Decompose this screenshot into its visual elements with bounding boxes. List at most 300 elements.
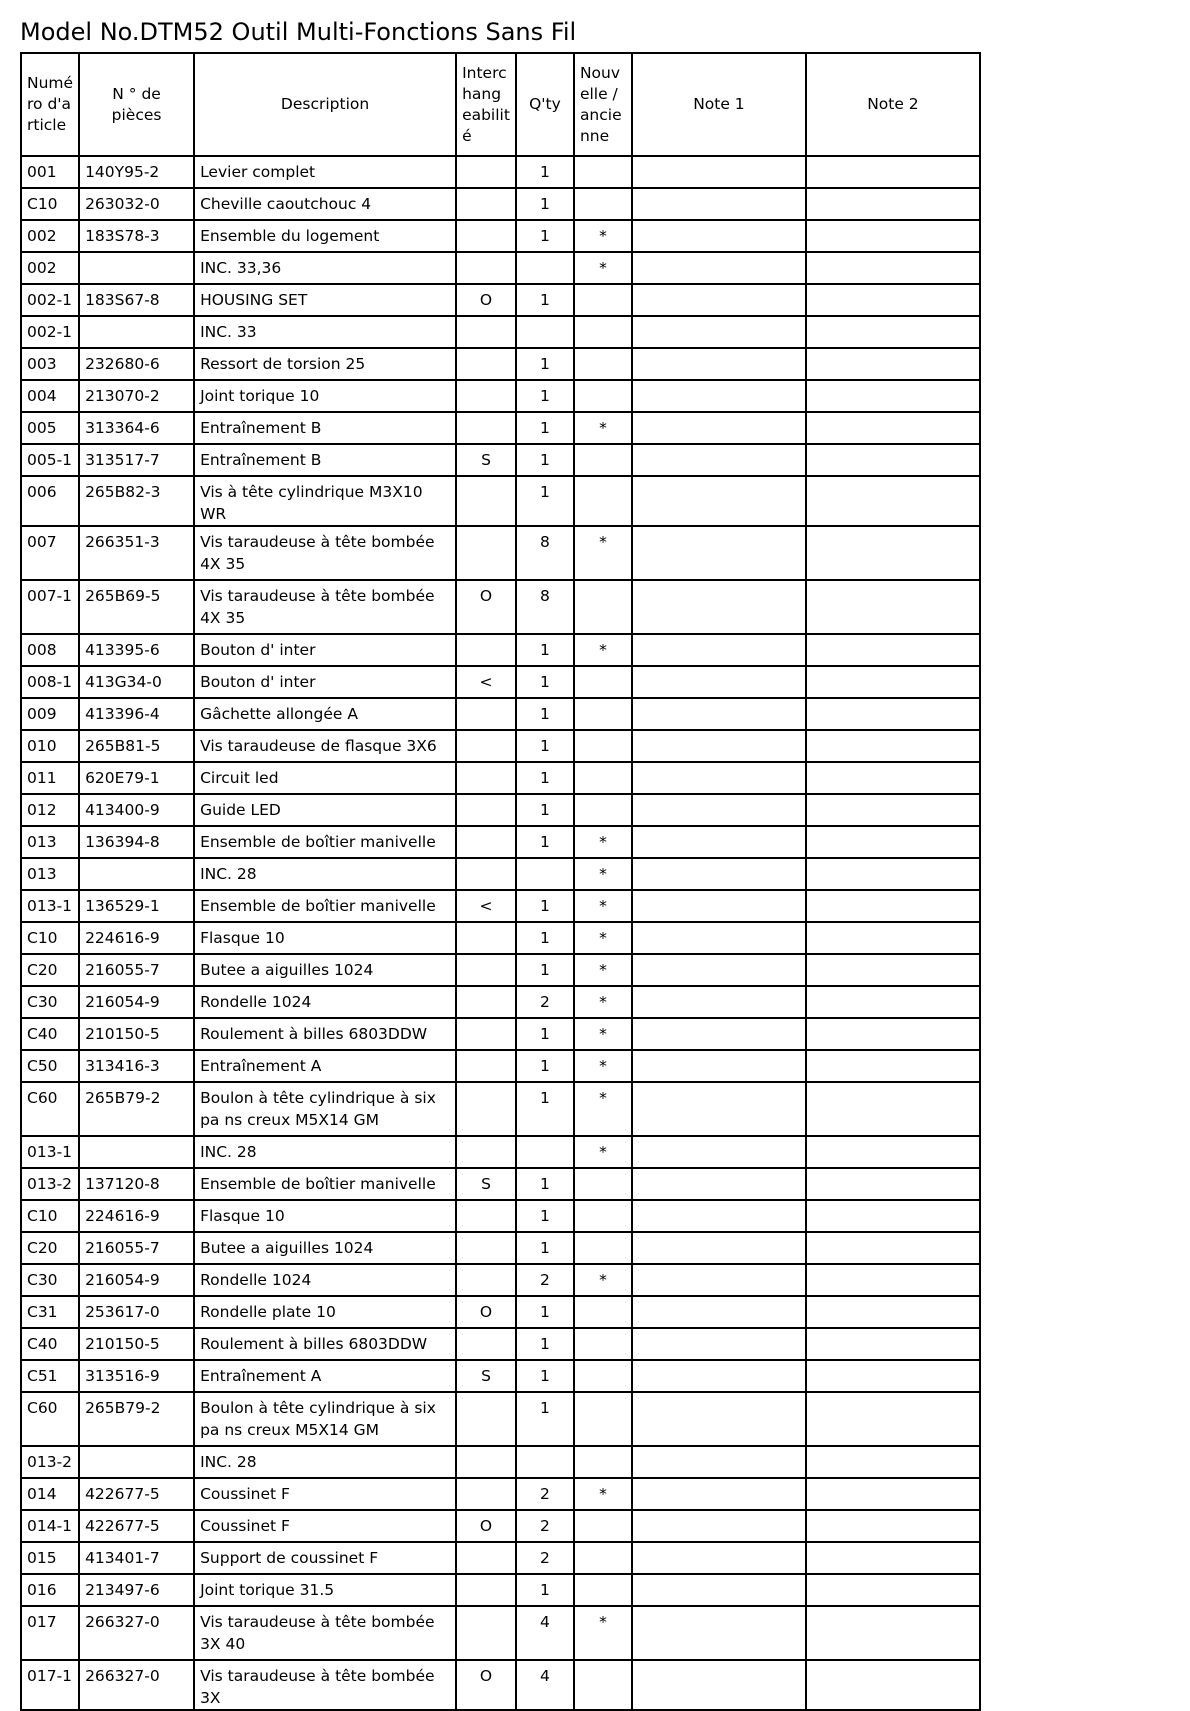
table-row bbox=[21, 890, 980, 922]
cell-part-no: 413400-9 bbox=[79, 794, 194, 826]
cell-qty bbox=[516, 316, 574, 348]
cell-description: Coussinet F bbox=[194, 1510, 456, 1542]
cell-interchangeability bbox=[456, 476, 516, 526]
cell-new-old: * bbox=[574, 986, 632, 1018]
cell-part-no: 413396-4 bbox=[79, 698, 194, 730]
cell-note2 bbox=[806, 794, 980, 826]
cell-note1 bbox=[632, 1542, 806, 1574]
cell-note1 bbox=[632, 1232, 806, 1264]
cell-description: Vis taraudeuse à tête bombée 4X 35 bbox=[194, 580, 456, 634]
cell-description: Vis taraudeuse de flasque 3X6 bbox=[194, 730, 456, 762]
cell-note1 bbox=[632, 1168, 806, 1200]
table-row bbox=[21, 1606, 980, 1660]
cell-description: Rondelle 1024 bbox=[194, 986, 456, 1018]
cell-note2 bbox=[806, 1136, 980, 1168]
cell-part-no bbox=[79, 1136, 194, 1168]
cell-item-no: 013 bbox=[21, 858, 79, 890]
cell-interchangeability bbox=[456, 1200, 516, 1232]
cell-note2 bbox=[806, 826, 980, 858]
cell-note1 bbox=[632, 188, 806, 220]
header-description: Description bbox=[194, 53, 456, 156]
cell-description: Roulement à billes 6803DDW bbox=[194, 1018, 456, 1050]
table-row bbox=[21, 1136, 980, 1168]
cell-new-old bbox=[574, 1542, 632, 1574]
cell-description: Entraînement A bbox=[194, 1360, 456, 1392]
cell-new-old bbox=[574, 1328, 632, 1360]
cell-interchangeability bbox=[456, 1446, 516, 1478]
cell-note2 bbox=[806, 1660, 980, 1710]
cell-part-no: 422677-5 bbox=[79, 1478, 194, 1510]
cell-description: Levier complet bbox=[194, 156, 456, 188]
parts-table bbox=[20, 52, 981, 1711]
cell-note1 bbox=[632, 1082, 806, 1136]
cell-qty: 8 bbox=[516, 526, 574, 580]
cell-part-no: 265B69-5 bbox=[79, 580, 194, 634]
cell-note2 bbox=[806, 1296, 980, 1328]
cell-interchangeability bbox=[456, 1606, 516, 1660]
cell-new-old bbox=[574, 380, 632, 412]
cell-interchangeability bbox=[456, 526, 516, 580]
cell-part-no: 136394-8 bbox=[79, 826, 194, 858]
table-row bbox=[21, 380, 980, 412]
cell-note1 bbox=[632, 412, 806, 444]
cell-new-old: * bbox=[574, 526, 632, 580]
cell-new-old bbox=[574, 580, 632, 634]
cell-new-old bbox=[574, 762, 632, 794]
cell-part-no: 232680-6 bbox=[79, 348, 194, 380]
cell-interchangeability bbox=[456, 1542, 516, 1574]
cell-new-old bbox=[574, 1296, 632, 1328]
header-interchangeability: Interc hang eabilit é bbox=[456, 53, 516, 156]
cell-note1 bbox=[632, 220, 806, 252]
cell-description: Boulon à tête cylindrique à six pa ns creux M5X14 GM bbox=[194, 1392, 456, 1446]
cell-note1 bbox=[632, 858, 806, 890]
cell-item-no: 017-1 bbox=[21, 1660, 79, 1710]
cell-new-old bbox=[574, 1574, 632, 1606]
table-row bbox=[21, 220, 980, 252]
cell-interchangeability: O bbox=[456, 1296, 516, 1328]
cell-part-no: 266327-0 bbox=[79, 1606, 194, 1660]
cell-interchangeability bbox=[456, 698, 516, 730]
cell-note2 bbox=[806, 1232, 980, 1264]
cell-qty bbox=[516, 858, 574, 890]
cell-description: Vis à tête cylindrique M3X10 WR bbox=[194, 476, 456, 526]
cell-interchangeability bbox=[456, 1478, 516, 1510]
cell-note1 bbox=[632, 252, 806, 284]
table-row bbox=[21, 1478, 980, 1510]
cell-note1 bbox=[632, 1606, 806, 1660]
cell-description: Butee a aiguilles 1024 bbox=[194, 954, 456, 986]
cell-note2 bbox=[806, 526, 980, 580]
table-row bbox=[21, 826, 980, 858]
cell-description: INC. 28 bbox=[194, 858, 456, 890]
cell-description: Flasque 10 bbox=[194, 922, 456, 954]
cell-interchangeability bbox=[456, 252, 516, 284]
cell-item-no: 013-1 bbox=[21, 890, 79, 922]
cell-new-old: * bbox=[574, 1606, 632, 1660]
cell-note2 bbox=[806, 252, 980, 284]
cell-new-old: * bbox=[574, 858, 632, 890]
table-row bbox=[21, 794, 980, 826]
cell-note1 bbox=[632, 698, 806, 730]
cell-note1 bbox=[632, 284, 806, 316]
cell-note2 bbox=[806, 284, 980, 316]
cell-interchangeability bbox=[456, 1574, 516, 1606]
cell-note1 bbox=[632, 1360, 806, 1392]
cell-item-no: 010 bbox=[21, 730, 79, 762]
cell-interchangeability bbox=[456, 730, 516, 762]
cell-item-no: 013-2 bbox=[21, 1446, 79, 1478]
table-row bbox=[21, 1542, 980, 1574]
cell-new-old bbox=[574, 794, 632, 826]
cell-note1 bbox=[632, 580, 806, 634]
cell-interchangeability bbox=[456, 762, 516, 794]
table-row bbox=[21, 1574, 980, 1606]
table-row bbox=[21, 1050, 980, 1082]
cell-qty: 1 bbox=[516, 1200, 574, 1232]
cell-part-no: 183S78-3 bbox=[79, 220, 194, 252]
cell-note1 bbox=[632, 1264, 806, 1296]
cell-qty: 2 bbox=[516, 986, 574, 1018]
table-row bbox=[21, 252, 980, 284]
cell-interchangeability: O bbox=[456, 1510, 516, 1542]
cell-interchangeability bbox=[456, 634, 516, 666]
table-row bbox=[21, 986, 980, 1018]
cell-interchangeability bbox=[456, 316, 516, 348]
table-row bbox=[21, 1264, 980, 1296]
cell-qty: 1 bbox=[516, 444, 574, 476]
cell-note2 bbox=[806, 1168, 980, 1200]
cell-note1 bbox=[632, 1660, 806, 1710]
header-note1: Note 1 bbox=[632, 53, 806, 156]
cell-note1 bbox=[632, 666, 806, 698]
cell-interchangeability bbox=[456, 794, 516, 826]
cell-note2 bbox=[806, 1200, 980, 1232]
cell-item-no: 001 bbox=[21, 156, 79, 188]
cell-part-no: 313517-7 bbox=[79, 444, 194, 476]
cell-new-old bbox=[574, 156, 632, 188]
cell-qty: 1 bbox=[516, 1232, 574, 1264]
cell-note1 bbox=[632, 1200, 806, 1232]
cell-interchangeability bbox=[456, 1136, 516, 1168]
table-row bbox=[21, 762, 980, 794]
cell-interchangeability: < bbox=[456, 890, 516, 922]
cell-item-no: C30 bbox=[21, 1264, 79, 1296]
cell-item-no: 002-1 bbox=[21, 284, 79, 316]
cell-part-no: 265B82-3 bbox=[79, 476, 194, 526]
cell-part-no: 266327-0 bbox=[79, 1660, 194, 1710]
cell-new-old bbox=[574, 730, 632, 762]
cell-qty: 1 bbox=[516, 794, 574, 826]
header-note2: Note 2 bbox=[806, 53, 980, 156]
cell-description: INC. 28 bbox=[194, 1446, 456, 1478]
table-row bbox=[21, 1232, 980, 1264]
cell-note2 bbox=[806, 220, 980, 252]
header-part-no: N ° de pièces bbox=[79, 53, 194, 156]
cell-item-no: C60 bbox=[21, 1392, 79, 1446]
cell-qty: 1 bbox=[516, 634, 574, 666]
table-row bbox=[21, 698, 980, 730]
table-row bbox=[21, 1446, 980, 1478]
cell-part-no: 136529-1 bbox=[79, 890, 194, 922]
cell-note1 bbox=[632, 476, 806, 526]
cell-part-no: 313516-9 bbox=[79, 1360, 194, 1392]
cell-description: Rondelle 1024 bbox=[194, 1264, 456, 1296]
cell-item-no: 007 bbox=[21, 526, 79, 580]
cell-qty: 1 bbox=[516, 1360, 574, 1392]
cell-interchangeability bbox=[456, 1018, 516, 1050]
cell-interchangeability bbox=[456, 1082, 516, 1136]
cell-qty: 2 bbox=[516, 1542, 574, 1574]
cell-qty: 1 bbox=[516, 762, 574, 794]
cell-new-old bbox=[574, 316, 632, 348]
cell-note2 bbox=[806, 1018, 980, 1050]
cell-description: Ressort de torsion 25 bbox=[194, 348, 456, 380]
cell-qty: 1 bbox=[516, 188, 574, 220]
cell-qty: 2 bbox=[516, 1510, 574, 1542]
cell-note1 bbox=[632, 1510, 806, 1542]
cell-item-no: 006 bbox=[21, 476, 79, 526]
table-row bbox=[21, 1168, 980, 1200]
cell-part-no: 216055-7 bbox=[79, 954, 194, 986]
cell-note1 bbox=[632, 762, 806, 794]
cell-new-old bbox=[574, 348, 632, 380]
cell-new-old bbox=[574, 284, 632, 316]
cell-new-old bbox=[574, 1446, 632, 1478]
cell-qty bbox=[516, 252, 574, 284]
cell-new-old: * bbox=[574, 1082, 632, 1136]
cell-note2 bbox=[806, 954, 980, 986]
cell-interchangeability: O bbox=[456, 580, 516, 634]
cell-note2 bbox=[806, 858, 980, 890]
cell-qty: 1 bbox=[516, 666, 574, 698]
cell-description: Vis taraudeuse à tête bombée 3X bbox=[194, 1660, 456, 1710]
cell-item-no: 014 bbox=[21, 1478, 79, 1510]
cell-item-no: 012 bbox=[21, 794, 79, 826]
table-row bbox=[21, 954, 980, 986]
cell-interchangeability bbox=[456, 380, 516, 412]
table-row bbox=[21, 526, 980, 580]
table-row bbox=[21, 922, 980, 954]
cell-note1 bbox=[632, 444, 806, 476]
cell-new-old bbox=[574, 666, 632, 698]
cell-qty: 1 bbox=[516, 698, 574, 730]
cell-qty: 8 bbox=[516, 580, 574, 634]
table-row bbox=[21, 580, 980, 634]
cell-qty: 2 bbox=[516, 1264, 574, 1296]
cell-item-no: C50 bbox=[21, 1050, 79, 1082]
cell-note2 bbox=[806, 476, 980, 526]
cell-qty: 4 bbox=[516, 1660, 574, 1710]
cell-description: Ensemble de boîtier manivelle bbox=[194, 826, 456, 858]
table-row bbox=[21, 1018, 980, 1050]
cell-description: Ensemble de boîtier manivelle bbox=[194, 890, 456, 922]
cell-new-old: * bbox=[574, 890, 632, 922]
cell-description: Roulement à billes 6803DDW bbox=[194, 1328, 456, 1360]
cell-item-no: 005-1 bbox=[21, 444, 79, 476]
cell-qty: 2 bbox=[516, 1478, 574, 1510]
cell-new-old: * bbox=[574, 1050, 632, 1082]
cell-note1 bbox=[632, 1018, 806, 1050]
table-row bbox=[21, 858, 980, 890]
table-row bbox=[21, 412, 980, 444]
cell-item-no: 002 bbox=[21, 252, 79, 284]
table-row bbox=[21, 316, 980, 348]
cell-note2 bbox=[806, 444, 980, 476]
cell-description: Vis taraudeuse à tête bombée 4X 35 bbox=[194, 526, 456, 580]
cell-part-no: 266351-3 bbox=[79, 526, 194, 580]
cell-note1 bbox=[632, 1392, 806, 1446]
cell-note1 bbox=[632, 380, 806, 412]
cell-description: Coussinet F bbox=[194, 1478, 456, 1510]
cell-note2 bbox=[806, 1510, 980, 1542]
cell-interchangeability bbox=[456, 1050, 516, 1082]
cell-note2 bbox=[806, 1542, 980, 1574]
cell-new-old: * bbox=[574, 412, 632, 444]
table-row bbox=[21, 444, 980, 476]
cell-description: Cheville caoutchouc 4 bbox=[194, 188, 456, 220]
table-row bbox=[21, 1510, 980, 1542]
cell-new-old bbox=[574, 1660, 632, 1710]
cell-item-no: C31 bbox=[21, 1296, 79, 1328]
cell-description: INC. 28 bbox=[194, 1136, 456, 1168]
cell-interchangeability bbox=[456, 188, 516, 220]
cell-qty: 1 bbox=[516, 156, 574, 188]
cell-note1 bbox=[632, 316, 806, 348]
table-row bbox=[21, 156, 980, 188]
cell-new-old: * bbox=[574, 1136, 632, 1168]
cell-part-no: 265B81-5 bbox=[79, 730, 194, 762]
cell-item-no: C10 bbox=[21, 1200, 79, 1232]
cell-interchangeability: O bbox=[456, 1660, 516, 1710]
cell-note1 bbox=[632, 794, 806, 826]
table-row bbox=[21, 284, 980, 316]
cell-description: Vis taraudeuse à tête bombée 3X 40 bbox=[194, 1606, 456, 1660]
table-row bbox=[21, 1296, 980, 1328]
cell-new-old: * bbox=[574, 954, 632, 986]
cell-note2 bbox=[806, 156, 980, 188]
cell-part-no: 216055-7 bbox=[79, 1232, 194, 1264]
cell-new-old: * bbox=[574, 634, 632, 666]
header-new-old: Nouv elle / ancie nne bbox=[574, 53, 632, 156]
table-row bbox=[21, 348, 980, 380]
cell-interchangeability: O bbox=[456, 284, 516, 316]
cell-note1 bbox=[632, 1574, 806, 1606]
cell-part-no: 216054-9 bbox=[79, 1264, 194, 1296]
cell-item-no: 004 bbox=[21, 380, 79, 412]
table-row bbox=[21, 1328, 980, 1360]
cell-interchangeability: S bbox=[456, 1360, 516, 1392]
cell-new-old: * bbox=[574, 826, 632, 858]
cell-note1 bbox=[632, 1328, 806, 1360]
cell-interchangeability bbox=[456, 954, 516, 986]
cell-description: HOUSING SET bbox=[194, 284, 456, 316]
cell-interchangeability bbox=[456, 858, 516, 890]
cell-interchangeability bbox=[456, 348, 516, 380]
cell-note2 bbox=[806, 1082, 980, 1136]
cell-new-old: * bbox=[574, 922, 632, 954]
cell-note2 bbox=[806, 1264, 980, 1296]
header-row bbox=[21, 53, 980, 156]
cell-note1 bbox=[632, 156, 806, 188]
cell-qty: 1 bbox=[516, 1574, 574, 1606]
cell-qty bbox=[516, 1136, 574, 1168]
cell-note1 bbox=[632, 1136, 806, 1168]
cell-item-no: C10 bbox=[21, 188, 79, 220]
cell-note1 bbox=[632, 1478, 806, 1510]
cell-description: Boulon à tête cylindrique à six pa ns creux M5X14 GM bbox=[194, 1082, 456, 1136]
cell-part-no: 140Y95-2 bbox=[79, 156, 194, 188]
cell-item-no: 007-1 bbox=[21, 580, 79, 634]
cell-description: Gâchette allongée A bbox=[194, 698, 456, 730]
cell-note2 bbox=[806, 348, 980, 380]
cell-interchangeability bbox=[456, 1392, 516, 1446]
cell-description: Support de coussinet F bbox=[194, 1542, 456, 1574]
cell-interchangeability: S bbox=[456, 444, 516, 476]
cell-note1 bbox=[632, 1296, 806, 1328]
cell-description: Guide LED bbox=[194, 794, 456, 826]
cell-qty: 1 bbox=[516, 1328, 574, 1360]
cell-note1 bbox=[632, 826, 806, 858]
cell-note2 bbox=[806, 1360, 980, 1392]
cell-note2 bbox=[806, 666, 980, 698]
cell-qty: 1 bbox=[516, 922, 574, 954]
cell-note2 bbox=[806, 1050, 980, 1082]
table-row bbox=[21, 1082, 980, 1136]
cell-description: Joint torique 31.5 bbox=[194, 1574, 456, 1606]
cell-note1 bbox=[632, 890, 806, 922]
cell-item-no: C40 bbox=[21, 1018, 79, 1050]
cell-note2 bbox=[806, 1392, 980, 1446]
cell-new-old bbox=[574, 188, 632, 220]
cell-item-no: C40 bbox=[21, 1328, 79, 1360]
cell-item-no: 003 bbox=[21, 348, 79, 380]
cell-description: Entraînement B bbox=[194, 444, 456, 476]
cell-new-old bbox=[574, 1392, 632, 1446]
cell-part-no: 213497-6 bbox=[79, 1574, 194, 1606]
cell-qty: 1 bbox=[516, 380, 574, 412]
cell-part-no bbox=[79, 252, 194, 284]
cell-part-no: 413G34-0 bbox=[79, 666, 194, 698]
cell-note1 bbox=[632, 954, 806, 986]
cell-note2 bbox=[806, 986, 980, 1018]
cell-part-no: 213070-2 bbox=[79, 380, 194, 412]
cell-interchangeability bbox=[456, 1328, 516, 1360]
table-row bbox=[21, 1660, 980, 1710]
cell-qty: 1 bbox=[516, 412, 574, 444]
cell-item-no: 013-1 bbox=[21, 1136, 79, 1168]
cell-part-no: 183S67-8 bbox=[79, 284, 194, 316]
cell-part-no: 210150-5 bbox=[79, 1018, 194, 1050]
table-row bbox=[21, 188, 980, 220]
cell-part-no bbox=[79, 858, 194, 890]
cell-item-no: 009 bbox=[21, 698, 79, 730]
table-row bbox=[21, 476, 980, 526]
cell-qty: 1 bbox=[516, 220, 574, 252]
cell-description: INC. 33,36 bbox=[194, 252, 456, 284]
cell-qty: 1 bbox=[516, 1392, 574, 1446]
table-row bbox=[21, 1392, 980, 1446]
cell-note1 bbox=[632, 526, 806, 580]
cell-note2 bbox=[806, 412, 980, 444]
cell-note2 bbox=[806, 1478, 980, 1510]
cell-description: Bouton d' inter bbox=[194, 634, 456, 666]
cell-item-no: 011 bbox=[21, 762, 79, 794]
table-row bbox=[21, 1200, 980, 1232]
cell-part-no: 137120-8 bbox=[79, 1168, 194, 1200]
cell-qty: 1 bbox=[516, 284, 574, 316]
cell-note2 bbox=[806, 1328, 980, 1360]
